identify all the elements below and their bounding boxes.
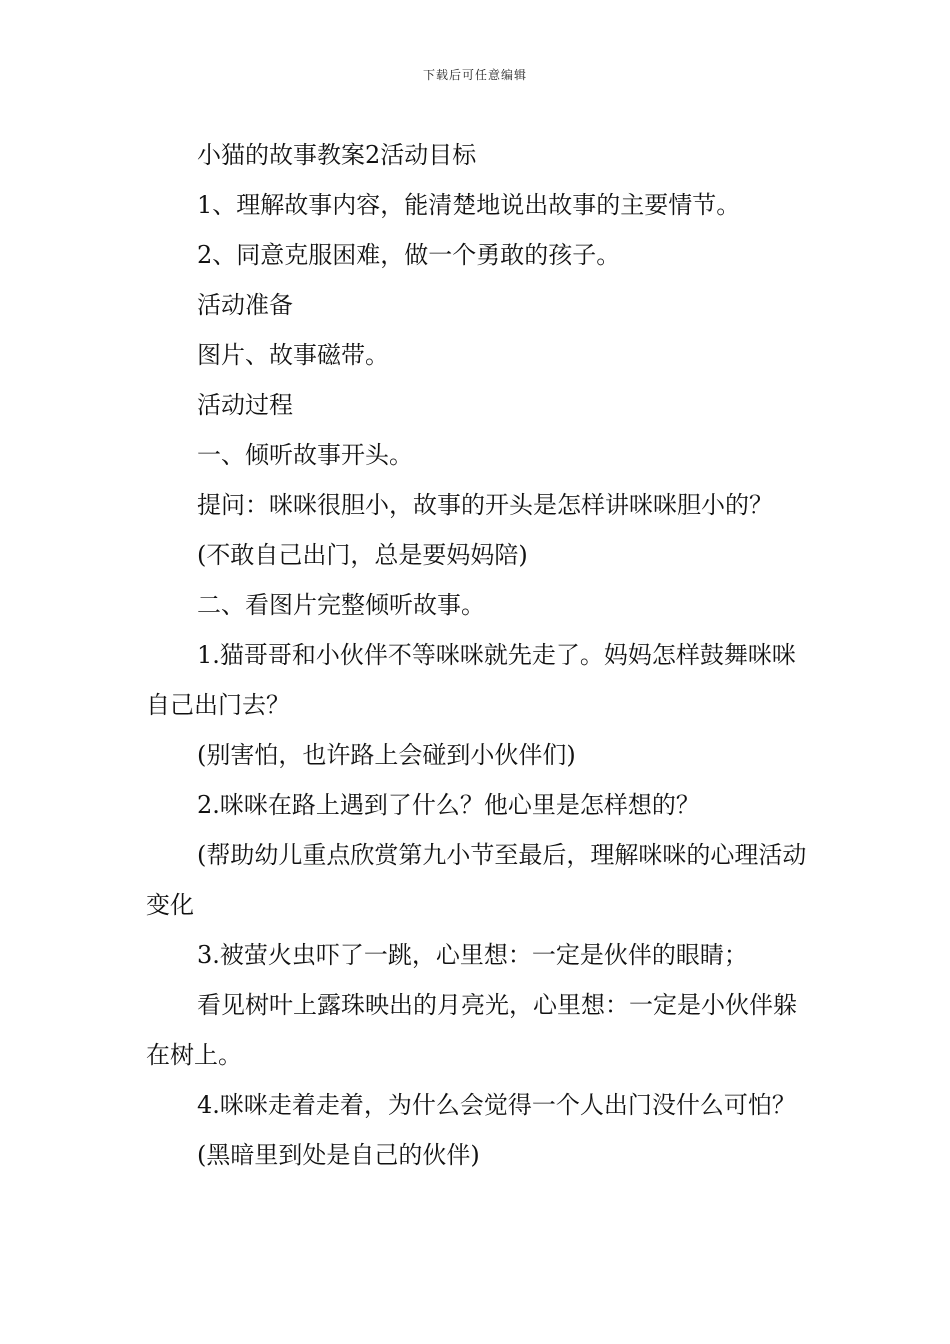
paragraph-answer-2: (别害怕，也许路上会碰到小伙伴们)	[197, 741, 576, 769]
paragraph-item-3: 3.被萤火虫吓了一跳，心里想：一定是伙伴的眼睛；	[197, 941, 748, 969]
paragraph-goal-1: 1、理解故事内容，能清楚地说出故事的主要情节。	[197, 191, 741, 219]
paragraph-answer-4: (黑暗里到处是自己的伙伴)	[197, 1141, 480, 1169]
paragraph-answer-1: (不敢自己出门，总是要妈妈陪)	[197, 541, 528, 569]
paragraph-item-4: 4.咪咪走着走着，为什么会觉得一个人出门没什么可怕？	[197, 1091, 796, 1119]
paragraph-item-2: 2.咪咪在路上遇到了什么？他心里是怎样想的？	[197, 791, 700, 819]
paragraph-question-1: 提问：咪咪很胆小，故事的开头是怎样讲咪咪胆小的？	[197, 491, 773, 519]
page-header-note: 下载后可任意编辑	[422, 68, 527, 82]
paragraph-item-1: 1.猫哥哥和小伙伴不等咪咪就先走了。妈妈怎样鼓舞咪咪自己出门去？	[146, 641, 796, 719]
document-body	[146, 130, 810, 1180]
paragraph-step-1: 一、倾听故事开头。	[197, 441, 413, 469]
paragraph-step-2: 二、看图片完整倾听故事。	[197, 591, 485, 619]
paragraph-title: 小猫的故事教案2活动目标	[197, 141, 477, 169]
paragraph-prep-heading: 活动准备	[197, 291, 293, 319]
paragraph-prep-items: 图片、故事磁带。	[197, 341, 389, 369]
paragraph-item-3-cont: 看见树叶上露珠映出的月亮光，心里想：一定是小伙伴躲在树上。	[146, 991, 797, 1069]
paragraph-goal-2: 2、同意克服困难，做一个勇敢的孩子。	[197, 241, 621, 269]
paragraph-process-heading: 活动过程	[197, 391, 293, 419]
paragraph-guidance: (帮助幼儿重点欣赏第九小节至最后，理解咪咪的心理活动变化	[146, 841, 807, 919]
